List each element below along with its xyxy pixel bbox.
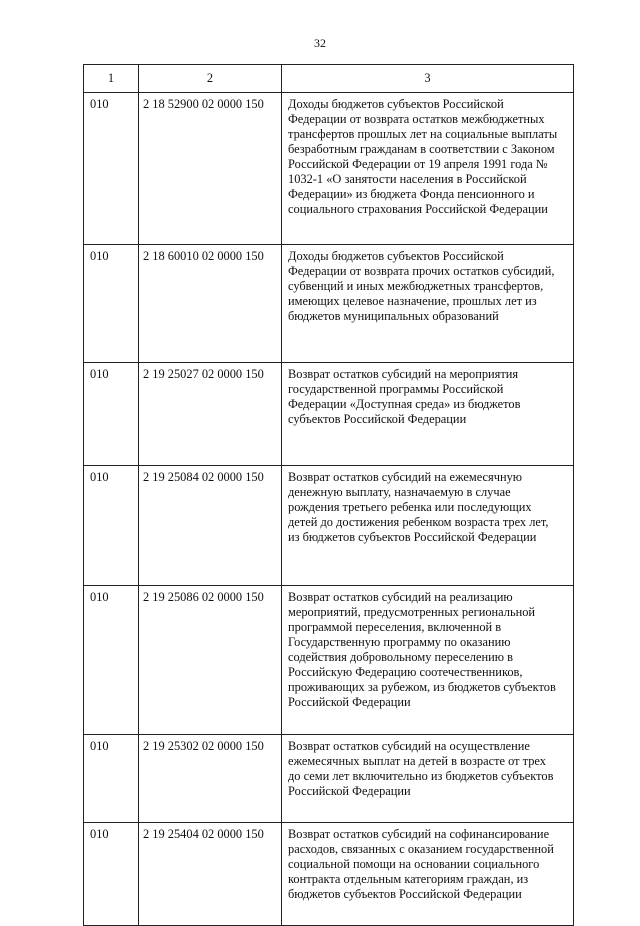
- description-cell: [282, 466, 574, 586]
- description-cell: [282, 735, 574, 823]
- description-text: Доходы бюджетов субъектов Российской Федерации от возврата прочих остатков субсидий, субвенций и иных межбюджетных трансфертов, имеющих целевое назначение, прошлых лет из бюджетов муниципальных образований: [288, 249, 555, 323]
- description-text: Возврат остатков субсидий на мероприятия государственной программы Российской Федерации «Доступная среда» из бюджетов субъектов Российской Федерации: [288, 367, 521, 426]
- budget-classification-code-cell: 2 19 25302 02 0000 150: [139, 735, 282, 823]
- table-row: [84, 586, 574, 735]
- budget-classification-code-cell: 2 19 25086 02 0000 150: [139, 586, 282, 735]
- description-text: Возврат остатков субсидий на реализацию мероприятий, предусмотренных региональной программой переселения, включенной в Государственную программу по оказанию содействия добровольному переселению в Российскую Федерацию соотечественников, проживающих за рубежом, из бюджетов субъектов Российской Федерации: [288, 590, 556, 709]
- table-row: [84, 245, 574, 363]
- header-col-2: 2: [139, 65, 282, 93]
- budget-classification-code-cell: 2 18 52900 02 0000 150: [139, 93, 282, 245]
- budget-classification-code-cell: 2 19 25404 02 0000 150: [139, 823, 282, 926]
- admin-code-cell: 010: [84, 93, 139, 245]
- description-cell: [282, 363, 574, 466]
- description-text: Возврат остатков субсидий на софинансирование расходов, связанных с оказанием государственной социальной помощи на основании социального контракта отдельным категориям граждан, из бюджетов субъектов Российской Федерации: [288, 827, 554, 901]
- description-text: Доходы бюджетов субъектов Российской Федерации от возврата остатков межбюджетных трансфертов прошлых лет на социальные выплаты безработным гражданам в соответствии с Законом Российской Федерации от 19 апреля 1991 года № 1032-1 «О занятости населения в Российской Федерации» из бюджета Фонда пенсионного и социального страхования Российской Федерации: [288, 97, 558, 216]
- table-header-row: [84, 65, 574, 93]
- table-row: [84, 363, 574, 466]
- page-number: 32: [314, 36, 326, 50]
- description-cell: [282, 93, 574, 245]
- description-cell: [282, 586, 574, 735]
- table-row: [84, 823, 574, 926]
- description-cell: [282, 245, 574, 363]
- table-row: [84, 466, 574, 586]
- budget-classification-code-cell: 2 18 60010 02 0000 150: [139, 245, 282, 363]
- admin-code-cell: 010: [84, 363, 139, 466]
- admin-code-cell: 010: [84, 466, 139, 586]
- description-cell: [282, 823, 574, 926]
- budget-classification-code-cell: 2 19 25027 02 0000 150: [139, 363, 282, 466]
- budget-classification-code-cell: 2 19 25084 02 0000 150: [139, 466, 282, 586]
- header-col-1: 1: [84, 65, 139, 93]
- description-text: Возврат остатков субсидий на осуществление ежемесячных выплат на детей в возрасте от трех до семи лет включительно из бюджетов субъектов Российской Федерации: [288, 739, 554, 798]
- admin-code-cell: 010: [84, 245, 139, 363]
- budget-codes-table: [83, 64, 574, 926]
- admin-code-cell: 010: [84, 586, 139, 735]
- admin-code-cell: 010: [84, 735, 139, 823]
- table-row: [84, 93, 574, 245]
- header-col-3: 3: [282, 65, 574, 93]
- admin-code-cell: 010: [84, 823, 139, 926]
- description-text: Возврат остатков субсидий на ежемесячную денежную выплату, назначаемую в случае рождения третьего ребенка или последующих детей до достижения ребенком возраста трех лет, из бюджетов субъектов Российской Федерации: [288, 470, 549, 544]
- table-row: [84, 735, 574, 823]
